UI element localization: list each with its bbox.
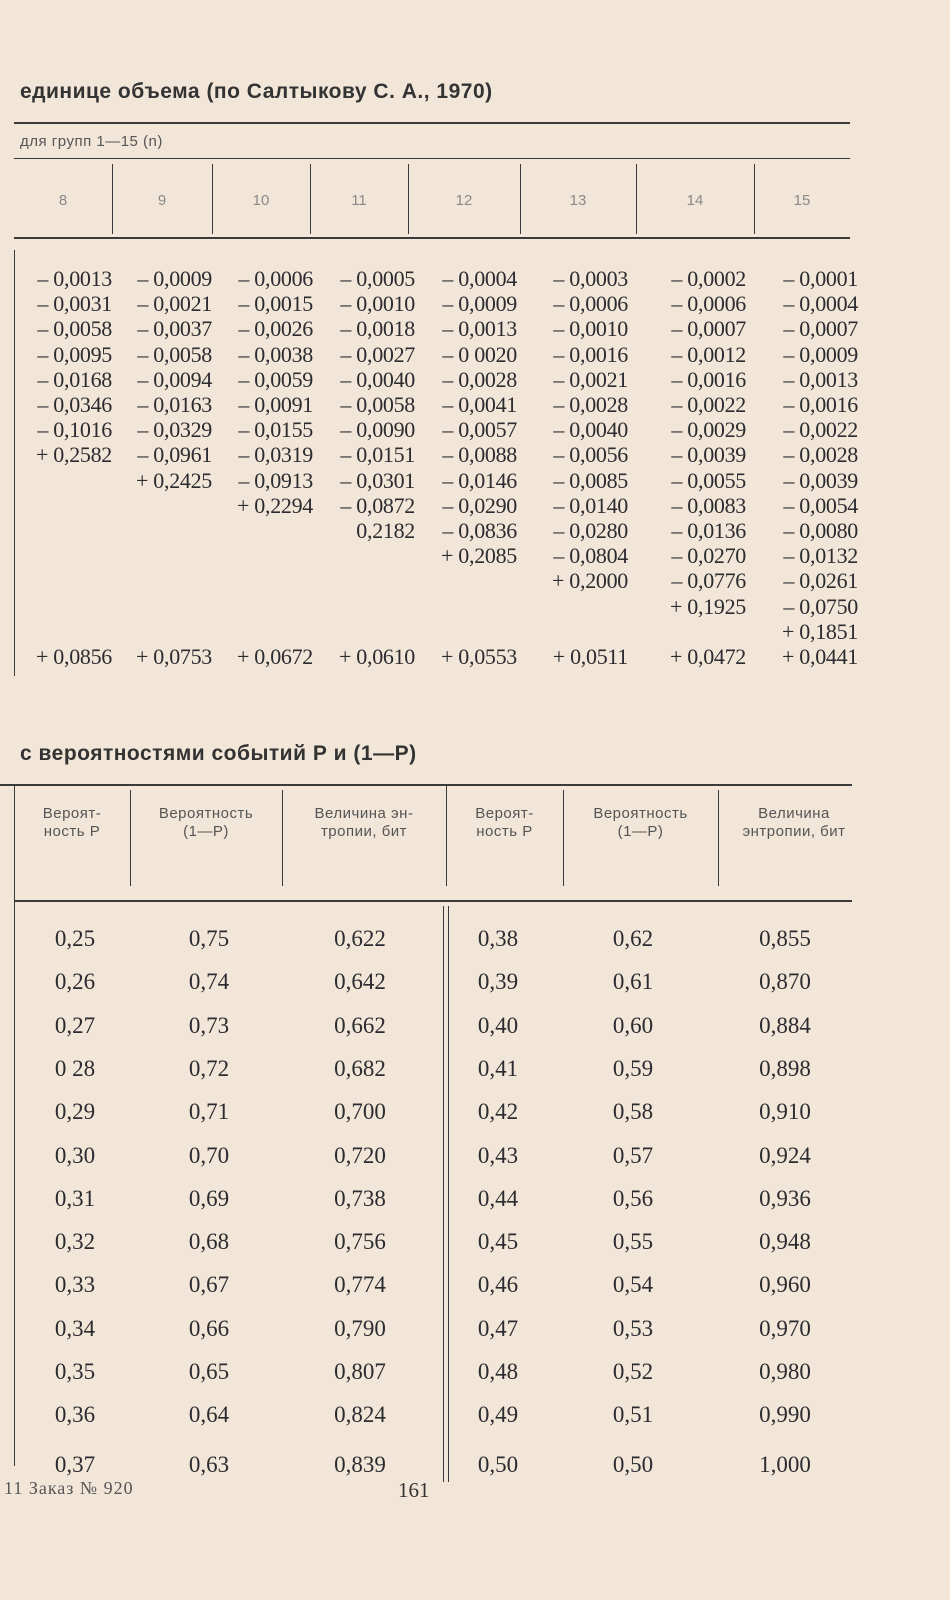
- table1-col-header: 8: [58, 192, 68, 209]
- table2-cell: 0,45: [477, 1229, 519, 1255]
- table2-cell: 0,25: [54, 926, 96, 951]
- table2-row: [0, 1452, 950, 1494]
- table2-cell: 0,42: [477, 1099, 519, 1125]
- table2-cell: 0,60: [612, 1012, 654, 1038]
- table1-cell: – 0,0015: [238, 291, 313, 317]
- table1-cell: – 0,0329: [137, 417, 212, 443]
- table1-total-cell: + 0,0753: [135, 644, 212, 669]
- table1-cell: – 0,1016: [37, 417, 112, 443]
- table1-cell: + 0,1925: [669, 593, 746, 619]
- table1-cell: – 0,0040: [553, 417, 628, 443]
- table2-row: [0, 969, 950, 1011]
- table2-row: [0, 1099, 950, 1141]
- table2-cell: 0,720: [334, 1142, 386, 1168]
- table2-cell: 0,910: [759, 1099, 811, 1125]
- table1-cell: – 0,0163: [137, 392, 212, 417]
- table2-header-line: ность Р: [43, 823, 101, 840]
- table1-cell: – 0,0022: [671, 392, 746, 417]
- table1-cell: – 0,0006: [553, 291, 628, 317]
- table2-cell: 0,67: [188, 1272, 230, 1298]
- table1-cell: – 0,0301: [340, 467, 415, 493]
- table1-subtitle: для групп 1—15 (n): [20, 133, 163, 150]
- table2-cell: 0,31: [54, 1185, 96, 1211]
- table2-cell: 0,756: [334, 1229, 386, 1255]
- table2-cell: 0,662: [334, 1012, 386, 1038]
- table2-header-line: (1—Р): [183, 823, 229, 840]
- table1-cell: – 0,0007: [671, 316, 746, 342]
- table1-cell: – 0,0290: [442, 492, 517, 518]
- table2-cell: 0,990: [759, 1402, 811, 1428]
- table2-cell: 0,884: [759, 1012, 811, 1038]
- table1-cell: – 0,0872: [340, 492, 415, 518]
- table1-cell: – 0,0016: [553, 341, 628, 367]
- table2-header-line: Вероят-: [42, 805, 102, 822]
- table2-cell: 0,65: [188, 1359, 230, 1384]
- table1-row: [0, 392, 950, 417]
- table2-cell: 0,790: [334, 1315, 386, 1341]
- table2-row: [0, 1272, 950, 1314]
- table1-header-divider: [112, 164, 113, 234]
- table1-cell: – 0,0057: [442, 417, 517, 443]
- table2-cell: 0,49: [477, 1402, 519, 1428]
- table1-cell: – 0,0090: [340, 417, 415, 443]
- table2-header-line: энтропии, бит: [742, 823, 846, 840]
- table1-cell: – 0,0083: [671, 492, 746, 518]
- table1-cell: – 0,0016: [783, 392, 858, 417]
- table2-col-header: [282, 805, 446, 841]
- table2-cell: 0,738: [334, 1185, 386, 1211]
- table1-title: единице объема (по Салтыкову С. А., 1970): [20, 80, 493, 103]
- table1-cell: – 0,0804: [553, 543, 628, 569]
- table2-cell: 0,960: [759, 1272, 811, 1298]
- table1-cell: – 0,0088: [442, 442, 517, 468]
- table1-cell: – 0,0028: [442, 366, 517, 392]
- table1-total-cell: + 0,0511: [552, 644, 628, 669]
- table2-row: [0, 1316, 950, 1358]
- table1-cell: – 0,0009: [442, 291, 517, 317]
- table1-row: [0, 619, 950, 644]
- table2-row: [0, 1402, 950, 1444]
- table1-cell: – 0,0094: [137, 366, 212, 392]
- table1-cell: – 0,0055: [671, 467, 746, 493]
- table1-cell: – 0,0028: [783, 442, 858, 468]
- table2-cell: 0,39: [477, 969, 519, 995]
- table1-cell: – 0,0010: [340, 291, 415, 317]
- table1-cell: – 0,0018: [340, 316, 415, 342]
- table1-col-header: 13: [569, 192, 587, 209]
- table1-cell: – 0,0058: [37, 316, 112, 342]
- table1-cell: – 0,0136: [671, 518, 746, 543]
- table1-cell: – 0,0007: [783, 316, 858, 342]
- table1-cell: – 0,0059: [238, 366, 313, 392]
- table2-top-rule: [0, 784, 852, 786]
- table1-cell: – 0,0026: [238, 316, 313, 342]
- table2-cell: 0,682: [334, 1055, 386, 1081]
- table1-total-cell: + 0,0553: [440, 644, 517, 669]
- table1-cell: – 0,0776: [671, 568, 746, 594]
- table1-cell: 0,2182: [356, 518, 415, 543]
- table2-cell: 0,807: [334, 1359, 386, 1384]
- table2-cell: 0,34: [54, 1315, 96, 1341]
- table1-cell: – 0,0028: [553, 392, 628, 417]
- table2-cell: 0,35: [54, 1359, 96, 1384]
- table1-totals: [0, 644, 950, 669]
- table1-cell: – 0,0038: [238, 341, 313, 367]
- table2-cell: 0,27: [54, 1012, 96, 1038]
- table1-cell: – 0,0085: [553, 467, 628, 493]
- table2-cell: 0,48: [477, 1359, 519, 1384]
- table1-cell: – 0,0016: [671, 366, 746, 392]
- table1-cell: – 0,0006: [238, 266, 313, 291]
- table2-cell: 0,700: [334, 1099, 386, 1125]
- table1-cell: – 0,0280: [553, 518, 628, 543]
- table1-cell: – 0,0013: [442, 316, 517, 342]
- table1-row: [0, 493, 950, 518]
- table1-row: [0, 266, 950, 291]
- table2-cell: 0,74: [188, 969, 230, 995]
- table2-col-header: [446, 805, 563, 841]
- table1-row: [0, 468, 950, 493]
- table1-cell: – 0,0261: [783, 568, 858, 594]
- table1-cell: – 0,0031: [37, 291, 112, 317]
- table1-header-rule: [14, 237, 850, 239]
- table1-cell: – 0,0058: [340, 392, 415, 417]
- table2-cell: 0,63: [188, 1451, 230, 1477]
- table1-cell: – 0,0002: [671, 266, 746, 291]
- table2-cell: 0,52: [612, 1359, 654, 1384]
- table1-cell: – 0,0913: [238, 467, 313, 493]
- table2-header-line: (1—Р): [617, 823, 664, 840]
- table1-col-header: 12: [455, 192, 473, 209]
- table1-cell: – 0,0750: [783, 593, 858, 619]
- table2-cell: 0,26: [54, 969, 96, 995]
- table1-row: [0, 316, 950, 341]
- table2-cell: 0,54: [612, 1272, 654, 1298]
- table1-col-header: 14: [686, 192, 704, 209]
- table1-header-divider: [520, 164, 521, 234]
- table1-cell: – 0,0168: [37, 366, 112, 392]
- table1-cell: – 0,0836: [442, 518, 517, 543]
- table2-header-line: Вероятность: [593, 805, 688, 822]
- table2-cell: 0,64: [188, 1402, 230, 1428]
- table1-header-divider: [408, 164, 409, 234]
- table2-cell: 0,66: [188, 1315, 230, 1341]
- table1-cell: – 0,0319: [238, 442, 313, 468]
- footer-order-number: 11 Заказ № 920: [4, 1478, 134, 1498]
- table1-total-cell: + 0,0672: [236, 644, 313, 669]
- table1-cell: – 0,0006: [671, 291, 746, 317]
- table2-cell: 0,936: [759, 1185, 811, 1211]
- table1-cell: – 0,0021: [553, 366, 628, 392]
- table1-row: [0, 291, 950, 316]
- table1-cell: – 0,0029: [671, 417, 746, 443]
- table1-row: [0, 518, 950, 543]
- table2-cell: 0,43: [477, 1142, 519, 1168]
- table1-header-divider: [212, 164, 213, 234]
- table2-cell: 0,61: [612, 969, 654, 995]
- table2-cell: 0,898: [759, 1055, 811, 1081]
- table2-col-header: [14, 805, 130, 841]
- table1-header-divider: [310, 164, 311, 234]
- table1-cell: – 0,0013: [783, 366, 858, 392]
- table2-col-header: [563, 805, 718, 841]
- table1-cell: + 0,2000: [551, 568, 628, 594]
- table2-cell: 0,40: [477, 1012, 519, 1038]
- table2-cell: 0,44: [477, 1185, 519, 1211]
- table2-cell: 0,32: [54, 1229, 96, 1255]
- table1-cell: – 0,0132: [783, 543, 858, 569]
- table1-cell: – 0,0056: [553, 442, 628, 468]
- table2-cell: 0,59: [612, 1055, 654, 1081]
- table1-cell: – 0,0040: [340, 366, 415, 392]
- table2-cell: 0,70: [188, 1142, 230, 1168]
- table2-cell: 0,75: [188, 926, 230, 951]
- table1-cell: – 0,0009: [137, 266, 212, 291]
- table1-row: [0, 342, 950, 367]
- table2-cell: 0,642: [334, 969, 386, 995]
- table1-cell: – 0,0010: [553, 316, 628, 342]
- table2-cell: 0,824: [334, 1402, 386, 1428]
- table2-row: [0, 1013, 950, 1055]
- table1-cell: – 0,0027: [340, 341, 415, 367]
- table2-title: с вероятностями событий Р и (1—Р): [20, 742, 417, 765]
- table1-row: [0, 417, 950, 442]
- table1-cell: + 0,2294: [236, 492, 313, 518]
- table1-cell: – 0,0155: [238, 417, 313, 443]
- table2-cell: 0,62: [612, 926, 654, 951]
- table2-cell: 0,56: [612, 1185, 654, 1211]
- table2-header-rule: [14, 900, 852, 902]
- table2-cell: 0,36: [54, 1402, 96, 1428]
- table2-row: [0, 1143, 950, 1185]
- table2-cell: 0,855: [759, 926, 811, 951]
- table2-cell: 1,000: [759, 1451, 811, 1477]
- table1-cell: – 0,0012: [671, 341, 746, 367]
- table2-row: [0, 1056, 950, 1098]
- table1-cell: – 0 0020: [442, 341, 517, 367]
- table1-row: [0, 543, 950, 568]
- table2-cell: 0,51: [612, 1402, 654, 1428]
- table2-cell: 0,980: [759, 1359, 811, 1384]
- table2-cell: 0,970: [759, 1315, 811, 1341]
- table2-cell: 0,33: [54, 1272, 96, 1298]
- table1-cell: – 0,0091: [238, 392, 313, 417]
- table1-total-cell: + 0,0472: [669, 644, 746, 669]
- table2-cell: 0,839: [334, 1451, 386, 1477]
- table1-col-header: 9: [157, 192, 167, 209]
- table1-cell: – 0,0021: [137, 291, 212, 317]
- table1-cell: – 0,0054: [783, 492, 858, 518]
- table1-cell: – 0,0022: [783, 417, 858, 443]
- table1-subtitle-rule: [14, 158, 850, 159]
- table1-cell: – 0,0039: [671, 442, 746, 468]
- table1-cell: + 0,2085: [440, 543, 517, 569]
- table2-cell: 0,30: [54, 1142, 96, 1168]
- table2-header-line: Величина эн-: [314, 805, 414, 822]
- table1-cell: – 0,0001: [783, 266, 858, 291]
- table1-total-cell: + 0,0441: [781, 644, 858, 669]
- table2-cell: 0,68: [188, 1229, 230, 1255]
- table2-header-line: Вероятность: [158, 805, 254, 822]
- table2-cell: 0,774: [334, 1272, 386, 1298]
- table2-cell: 0,71: [188, 1099, 230, 1125]
- table1-cell: – 0,0013: [37, 266, 112, 291]
- table2-row: [0, 1229, 950, 1271]
- table1-cell: – 0,0270: [671, 543, 746, 569]
- table1-cell: – 0,0151: [340, 442, 415, 468]
- table1-cell: – 0,0039: [783, 467, 858, 493]
- table2-cell: 0,55: [612, 1229, 654, 1255]
- table1-total-cell: + 0,0610: [338, 644, 415, 669]
- table2-col-header: [130, 805, 282, 841]
- table2-cell: 0,924: [759, 1142, 811, 1168]
- table2-cell: 0,29: [54, 1099, 96, 1125]
- table1-header-divider: [636, 164, 637, 234]
- table1-cell: – 0,0146: [442, 467, 517, 493]
- table1-cell: – 0,0095: [37, 341, 112, 367]
- table1-row: [0, 568, 950, 593]
- table2-cell: 0,72: [188, 1055, 230, 1081]
- table1-header-divider: [754, 164, 755, 234]
- table2-col-header: [718, 805, 870, 841]
- table1-cell: – 0,0041: [442, 392, 517, 417]
- table2-cell: 0,53: [612, 1315, 654, 1341]
- table2-cell: 0,37: [54, 1451, 96, 1477]
- table1-total-cell: + 0,0856: [35, 644, 112, 669]
- table1-cell: – 0,0346: [37, 392, 112, 417]
- table1-cell: – 0,0037: [137, 316, 212, 342]
- table1-cell: + 0,2425: [135, 467, 212, 493]
- table1-cell: + 0,1851: [781, 618, 858, 644]
- table1-cell: – 0,0003: [553, 266, 628, 291]
- table2-cell: 0,46: [477, 1272, 519, 1298]
- table1-cell: – 0,0004: [783, 291, 858, 317]
- table2-cell: 0,47: [477, 1315, 519, 1341]
- table2-cell: 0,948: [759, 1229, 811, 1255]
- table2-cell: 0,69: [188, 1185, 230, 1211]
- table1-cell: – 0,0004: [442, 266, 517, 291]
- table2-cell: 0 28: [54, 1055, 96, 1081]
- table2-cell: 0,73: [188, 1012, 230, 1038]
- table1-col-header: 15: [793, 192, 811, 209]
- table1-cell: – 0,0080: [783, 518, 858, 543]
- table2-header-line: тропии, бит: [320, 823, 408, 840]
- table2-cell: 0,50: [612, 1451, 654, 1477]
- table1-row: [0, 594, 950, 619]
- table2-header-line: Величина: [758, 805, 830, 822]
- table1-col-header: 10: [252, 192, 270, 209]
- page-number: 161: [398, 1478, 430, 1502]
- table2-cell: 0,622: [334, 926, 386, 951]
- table2-header-line: ность Р: [476, 823, 533, 840]
- table2-cell: 0,870: [759, 969, 811, 995]
- table1-cell: – 0,0140: [553, 492, 628, 518]
- table1-col-header: 11: [351, 192, 367, 209]
- table2-cell: 0,58: [612, 1099, 654, 1125]
- table2-row: [0, 926, 950, 968]
- table2-row: [0, 1186, 950, 1228]
- table1-cell: – 0,0058: [137, 341, 212, 367]
- table2-cell: 0,57: [612, 1142, 654, 1168]
- table1-cell: – 0,0005: [340, 266, 415, 291]
- table1-row: [0, 442, 950, 467]
- table2-row: [0, 1359, 950, 1401]
- table2-header-line: Вероят-: [475, 805, 534, 822]
- table1-cell: + 0,2582: [35, 442, 112, 468]
- table1-top-rule: [14, 122, 850, 124]
- table2-cell: 0,50: [477, 1451, 519, 1477]
- table1-cell: – 0,0961: [137, 442, 212, 468]
- table2-cell: 0,38: [477, 926, 519, 951]
- table1-row: [0, 367, 950, 392]
- table2-cell: 0,41: [477, 1055, 519, 1081]
- table1-cell: – 0,0009: [783, 341, 858, 367]
